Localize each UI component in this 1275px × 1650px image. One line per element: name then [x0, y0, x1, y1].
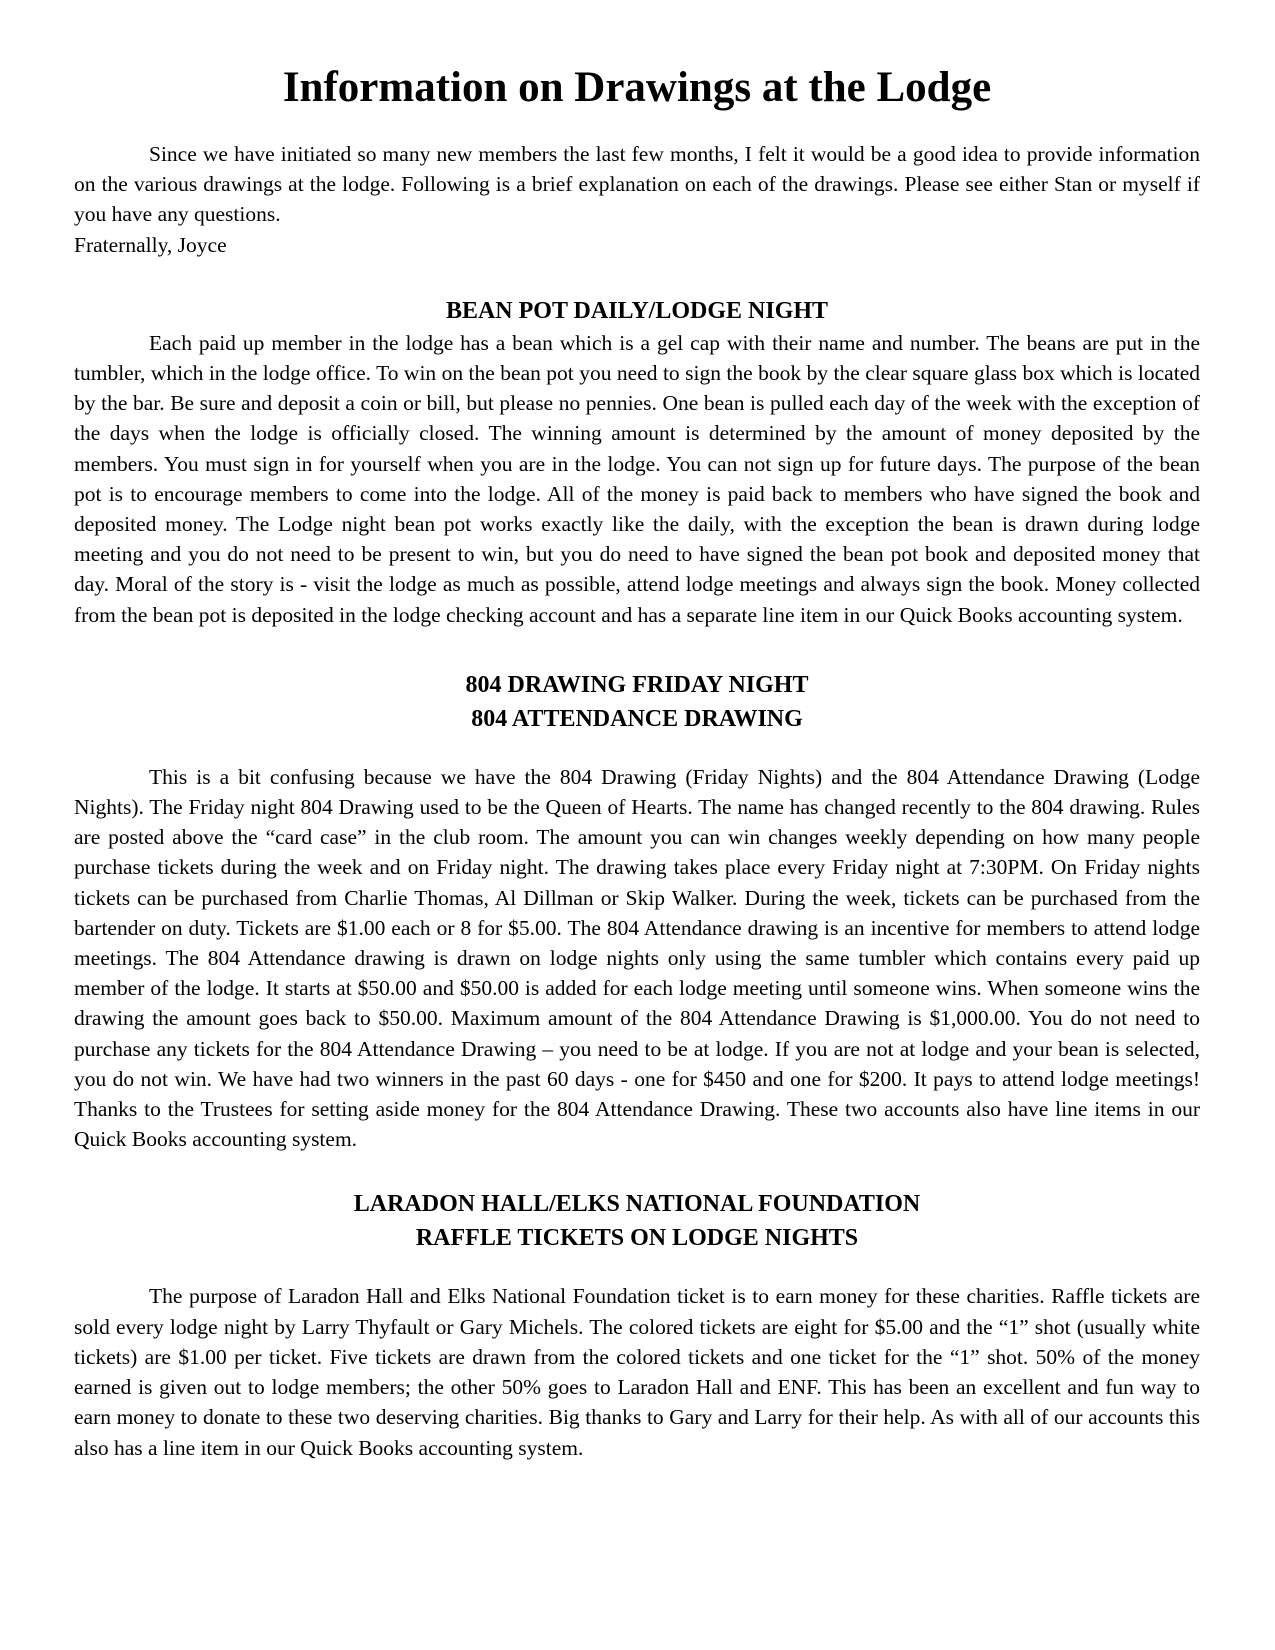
- section-heading-804-drawing: [74, 668, 1200, 736]
- document-page: [74, 62, 1200, 1463]
- section-body-laradon-hall: The purpose of Laradon Hall and Elks National Foundation ticket is to earn money for these charities. Raffle tickets are sold every lodge night by Larry Thyfault or Gary Michels. The colored tickets are eight for $5.00 and the “1” shot (usually white tickets) are $1.00 per ticket. Five tickets are drawn from the colored tickets and one ticket for the “1” shot. 50% of the money earned is given out to lodge members; the other 50% goes to Laradon Hall and ENF. This has been an excellent and fun way to earn money to donate to these two deserving charities. Big thanks to Gary and Larry for their help. As with all of our accounts this also has a line item in our Quick Books accounting system.: [74, 1284, 1200, 1460]
- heading-line: 804 DRAWING FRIDAY NIGHT: [465, 671, 809, 698]
- heading-line: LARADON HALL/ELKS NATIONAL FOUNDATION: [353, 1191, 921, 1218]
- heading-line: BEAN POT DAILY/LODGE NIGHT: [445, 297, 829, 324]
- section-body-804-drawing: This is a bit confusing because we have the 804 Drawing (Friday Nights) and the 804 Attendance Drawing (Lodge Nights). The Friday night 804 Drawing used to be the Queen of Hearts. The name has changed recently to the 804 drawing. Rules are posted above the “card case” in the club room. The amount you can win changes weekly depending on how many people purchase tickets during the week and on Friday night. The drawing takes place every Friday night at 7:30PM. On Friday nights tickets can be purchased from Charlie Thomas, Al Dillman or Skip Walker. During the week, tickets can be purchased from the bartender on duty. Tickets are $1.00 each or 8 for $5.00. The 804 Attendance drawing is an incentive for members to attend lodge meetings. The 804 Attendance drawing is drawn on lodge nights only using the same tumbler which contains every paid up member of the lodge. It starts at $50.00 and $50.00 is added for each lodge meeting until someone wins. When someone wins the drawing the amount goes back to $50.00. Maximum amount of the 804 Attendance Drawing is $1,000.00. You do not need to purchase any tickets for the 804 Attendance Drawing – you need to be at lodge. If you are not at lodge and your bean is selected, you do not win. We have had two winners in the past 60 days - one for $450 and one for $200. It pays to attend lodge meetings! Thanks to the Trustees for setting aside money for the 804 Attendance Drawing. These two accounts also have line items in our Quick Books accounting system.: [74, 764, 1200, 1152]
- section-heading-laradon-hall: [74, 1187, 1200, 1255]
- page-title: Information on Drawings at the Lodge: [282, 64, 992, 111]
- heading-line: 804 ATTENDANCE DRAWING: [471, 705, 803, 732]
- signature: Fraternally, Joyce: [74, 232, 227, 257]
- section-body-bean-pot: Each paid up member in the lodge has a bean which is a gel cap with their name and number. The beans are put in the tumbler, which in the lodge office. To win on the bean pot you need to sign the book by the clear square glass box which is located by the bar. Be sure and deposit a coin or bill, but please no pennies. One bean is pulled each day of the week with the exception of the days when the lodge is officially closed. The winning amount is determined by the amount of money deposited by the members. You must sign in for yourself when you are in the lodge. You can not sign up for future days. The purpose of the bean pot is to encourage members to come into the lodge. All of the money is paid back to members who have signed the book and deposited money. The Lodge night bean pot works exactly like the daily, with the exception the bean is drawn during lodge meeting and you do not need to be present to win, but you do need to have signed the bean pot book and deposited money that day. Moral of the story is - visit the lodge as much as possible, attend lodge meetings and always sign the book. Money collected from the bean pot is deposited in the lodge checking account and has a separate line item in our Quick Books accounting system.: [74, 330, 1200, 627]
- intro-paragraph: Since we have initiated so many new members the last few months, I felt it would be a good idea to provide information on the various drawings at the lodge. Following is a brief explanation on each of the drawings. Please see either Stan or myself if you have any questions.: [74, 142, 1200, 227]
- section-heading-bean-pot: [74, 294, 1200, 328]
- heading-line: RAFFLE TICKETS ON LODGE NIGHTS: [415, 1225, 859, 1252]
